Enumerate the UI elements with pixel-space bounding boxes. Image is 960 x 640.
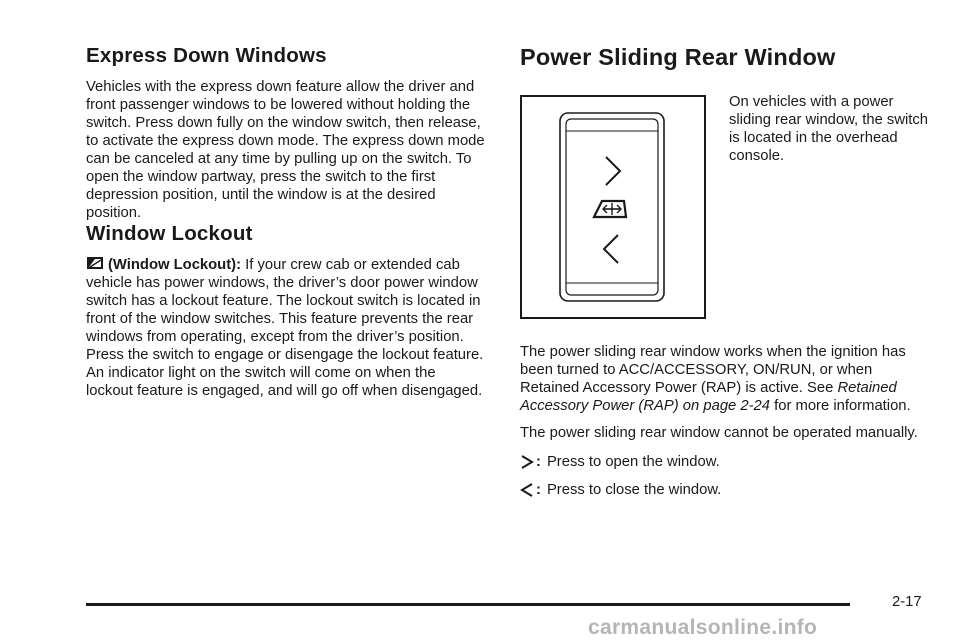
express-down-heading: Express Down Windows xyxy=(86,44,327,67)
figure-caption-text: On vehicles with a power sliding rear window, the switch is located in the overhead console. xyxy=(729,94,929,164)
right-body xyxy=(520,343,920,498)
page-number: 2-17 xyxy=(892,594,922,610)
express-down-paragraph: Vehicles with the express down feature allow the driver and front passenger windows to be lowered without holding the switch. Press down fully on the window switch, then release, to activate the express down mode. The express down mode can be canceled at any time by pulling up on the switch. To open the window partway, press the switch to the first depression position, until the window is at the desired position. xyxy=(86,79,485,221)
close-text: Press to close the window. xyxy=(546,482,722,498)
window-lockout-icon xyxy=(86,256,104,270)
manual-paragraph: The power sliding rear window cannot be operated manually. xyxy=(520,425,918,441)
open-colon: : xyxy=(536,454,541,470)
power-sliding-heading: Power Sliding Rear Window xyxy=(520,44,836,70)
window-lockout-heading: Window Lockout xyxy=(86,222,253,245)
figure-caption xyxy=(729,93,929,165)
ignition-paragraph xyxy=(520,343,920,415)
open-text: Press to open the window. xyxy=(546,454,720,470)
close-colon: : xyxy=(536,482,541,498)
close-instruction xyxy=(520,482,920,498)
window-lockout-term: (Window Lockout): xyxy=(108,257,242,273)
watermark: carmanualsonline.info xyxy=(588,616,818,639)
open-instruction xyxy=(520,454,920,470)
footer-rule xyxy=(86,603,850,606)
ignition-text-before: The power sliding rear window works when the ignition has been turned to ACC/ACCESSORY, ON/RUN, or when Retained Accessory Power (RAP) is active. See xyxy=(520,344,906,396)
rap-reference-link[interactable]: Retained Accessory Power (RAP) on page 2-24 xyxy=(520,380,897,414)
close-arrow-icon xyxy=(520,482,534,498)
right-column-heading-area xyxy=(520,44,920,71)
window-lockout-paragraph xyxy=(86,256,486,400)
switch-illustration xyxy=(520,95,706,319)
ignition-text-after: for more information. xyxy=(770,398,911,414)
open-arrow-icon xyxy=(520,454,534,470)
sliding-window-switch-drawing xyxy=(522,97,704,317)
window-lockout-text: If your crew cab or extended cab vehicle has power windows, the driver’s door power window switch has a lockout feature. The lockout switch is located in front of the window switches. This feature prevents the rear windows from operating, except from the driver’s position. Press the switch to engage or disengage the lockout feature. An indicator light on the switch will come on when the lockout feature is engaged, and will go off when disengaged. xyxy=(86,257,484,399)
left-column xyxy=(86,44,486,400)
